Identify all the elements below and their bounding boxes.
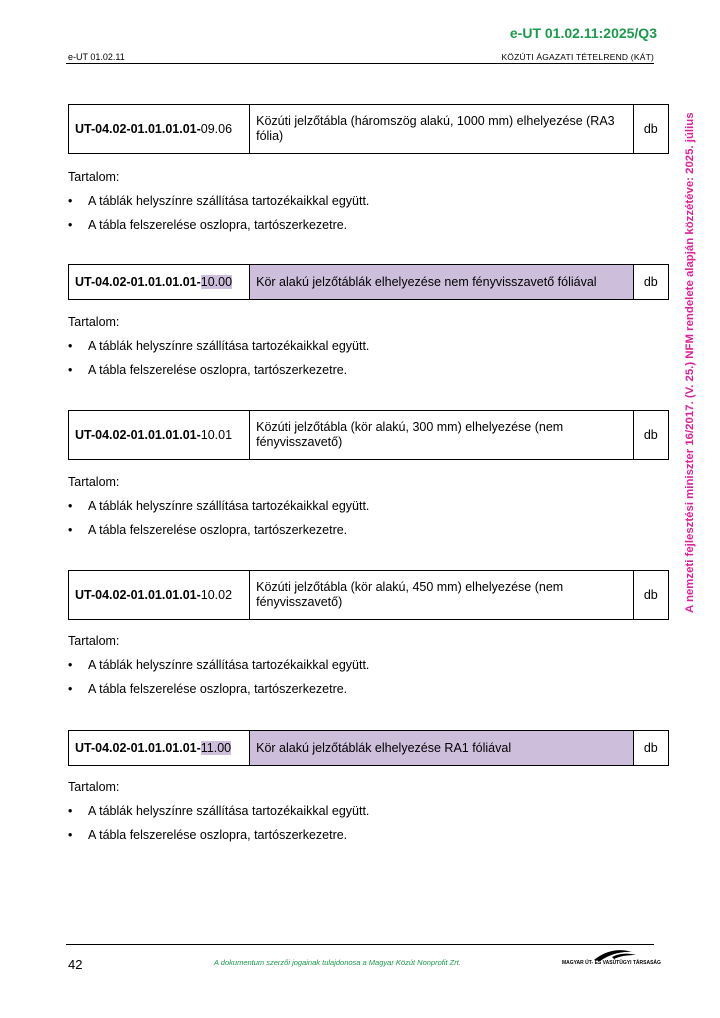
header-left-code: e-UT 01.02.11 bbox=[68, 52, 125, 62]
list-item-text: A táblák helyszínre szállítása tartozékaikkal együtt. bbox=[88, 499, 370, 513]
item-description: Kör alakú jelzőtáblák elhelyezése nem fényvisszavető fóliával bbox=[250, 265, 633, 300]
item-unit: db bbox=[633, 731, 668, 766]
organization-logo bbox=[562, 948, 661, 972]
item-code-suffix: 10.01 bbox=[200, 428, 233, 442]
footer-rule bbox=[66, 944, 654, 945]
bullet-icon: • bbox=[68, 522, 73, 537]
item-description: Közúti jelzőtábla (kör alakú, 300 mm) elhelyezése (nem fényvisszavető) bbox=[250, 411, 633, 460]
item-code-prefix: UT-04.02-01.01.01.01- bbox=[75, 275, 201, 289]
bullet-icon: • bbox=[68, 827, 73, 842]
bullet-icon: • bbox=[68, 217, 73, 232]
list-item-text: A tábla felszerelése oszlopra, tartószerkezetre. bbox=[88, 827, 348, 842]
item-description: Kör alakú jelzőtáblák elhelyezése RA1 fóliával bbox=[250, 731, 633, 766]
item-code bbox=[69, 105, 250, 154]
list-item-text: A tábla felszerelése oszlopra, tartószerkezetre. bbox=[88, 362, 348, 377]
content-label: Tartalom: bbox=[68, 634, 120, 648]
bullet-icon: • bbox=[68, 339, 73, 353]
bullet-icon: • bbox=[68, 194, 73, 208]
item-description: Közúti jelzőtábla (kör alakú, 450 mm) elhelyezése (nem fényvisszavető) bbox=[250, 571, 633, 620]
list-item-text: A táblák helyszínre szállítása tartozékaikkal együtt. bbox=[88, 658, 370, 672]
document-code: e-UT 01.02.11:2025/Q3 bbox=[509, 25, 657, 41]
header-rule bbox=[66, 63, 654, 64]
item-code-suffix: 10.00 bbox=[200, 275, 233, 289]
list-item-text: A táblák helyszínre szállítása tartozékaikkal együtt. bbox=[88, 194, 370, 208]
item-code bbox=[69, 731, 250, 766]
item-description: Közúti jelzőtábla (háromszög alakú, 1000 mm) elhelyezése (RA3 fólia) bbox=[250, 105, 633, 154]
item-table bbox=[68, 264, 669, 300]
item-code bbox=[69, 571, 250, 620]
item-table bbox=[68, 570, 669, 620]
page-number: 42 bbox=[68, 957, 83, 972]
bullet-icon: • bbox=[68, 362, 73, 377]
list-item-text: A tábla felszerelése oszlopra, tartószerkezetre. bbox=[88, 217, 348, 232]
item-table bbox=[68, 104, 669, 154]
content-label: Tartalom: bbox=[68, 170, 120, 184]
item-code bbox=[69, 265, 250, 300]
item-code-prefix: UT-04.02-01.01.01.01- bbox=[75, 122, 201, 136]
item-unit: db bbox=[633, 571, 668, 620]
item-code-prefix: UT-04.02-01.01.01.01- bbox=[75, 588, 201, 602]
item-code bbox=[69, 411, 250, 460]
item-unit: db bbox=[633, 265, 668, 300]
item-table bbox=[68, 730, 669, 766]
header-title: KÖZÚTI ÁGAZATI TÉTELREND (KÁT) bbox=[501, 52, 654, 62]
content-label: Tartalom: bbox=[68, 780, 120, 794]
item-code-suffix: 09.06 bbox=[200, 122, 233, 136]
item-code-suffix: 11.00 bbox=[200, 741, 232, 755]
bullet-icon: • bbox=[68, 499, 73, 513]
bullet-icon: • bbox=[68, 804, 73, 818]
bullet-icon: • bbox=[68, 681, 73, 696]
bullet-icon: • bbox=[68, 658, 73, 672]
item-code-prefix: UT-04.02-01.01.01.01- bbox=[75, 741, 201, 755]
item-code-prefix: UT-04.02-01.01.01.01- bbox=[75, 428, 201, 442]
side-publication-note: A nemzeti fejlesztési miniszter 16/2017. (V. 25.) NFM rendelete alapján közzétéve: 2025. július bbox=[684, 112, 696, 614]
logo-text: MAGYAR ÚT- ÉS VASÚTÜGYI TÁRSASÁG bbox=[562, 960, 661, 966]
content-label: Tartalom: bbox=[68, 475, 120, 489]
list-item-text: A táblák helyszínre szállítása tartozékaikkal együtt. bbox=[88, 804, 370, 818]
item-table bbox=[68, 410, 669, 460]
item-unit: db bbox=[633, 411, 668, 460]
item-unit: db bbox=[633, 105, 668, 154]
list-item-text: A táblák helyszínre szállítása tartozékaikkal együtt. bbox=[88, 339, 370, 353]
copyright-note: A dokumentum szerzői jogainak tulajdonosa a Magyar Közút Nonprofit Zrt. bbox=[214, 958, 461, 967]
item-code-suffix: 10.02 bbox=[200, 588, 233, 602]
list-item-text: A tábla felszerelése oszlopra, tartószerkezetre. bbox=[88, 681, 348, 696]
content-label: Tartalom: bbox=[68, 315, 120, 329]
list-item-text: A tábla felszerelése oszlopra, tartószerkezetre. bbox=[88, 522, 348, 537]
